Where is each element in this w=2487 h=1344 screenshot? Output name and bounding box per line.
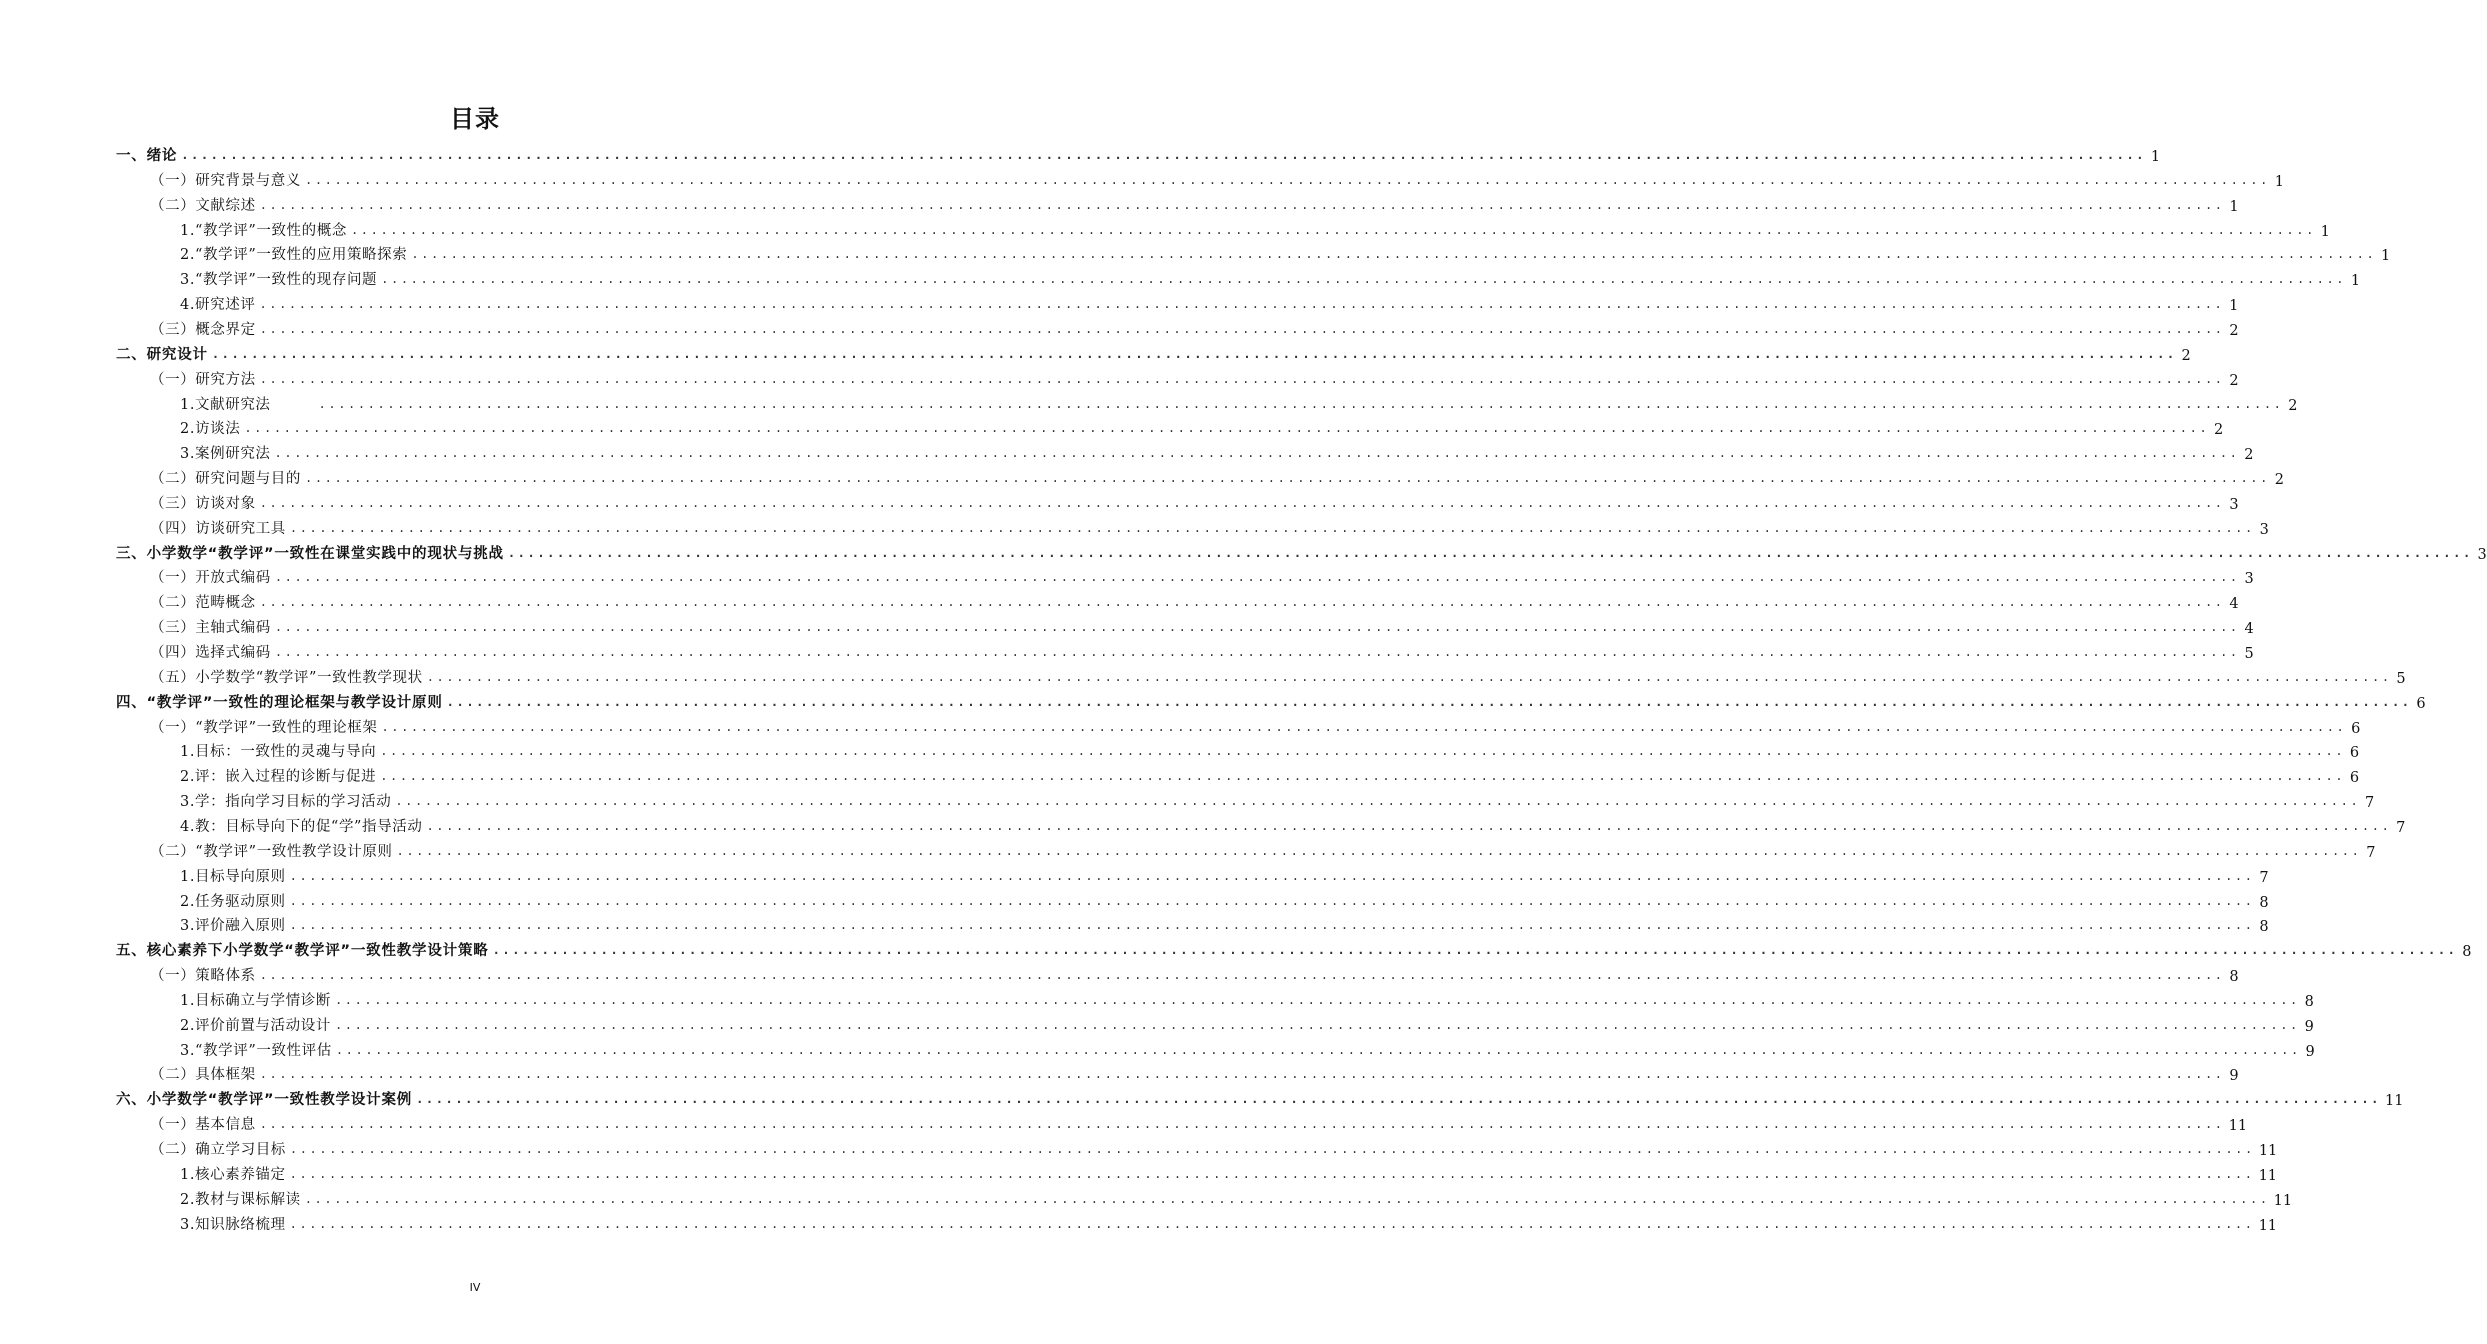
toc-entry-page-number: 1 xyxy=(2229,198,2239,215)
toc-entry[interactable] xyxy=(180,1035,2315,1060)
page-title: 目录 xyxy=(450,105,500,133)
toc-entry-page-number: 3 xyxy=(2229,496,2239,513)
toc-entry-label: 1.目标导向原则 xyxy=(180,868,286,885)
toc-entry[interactable] xyxy=(150,463,2284,489)
toc-entry[interactable] xyxy=(180,985,2314,1010)
toc-entry-label: （三）概念界定 xyxy=(150,321,256,338)
toc-dot-leader: ........................................................................................................................................................................................................ xyxy=(289,1216,2255,1231)
toc-entry[interactable] xyxy=(150,1134,2278,1159)
toc-entry[interactable] xyxy=(150,587,2239,613)
toc-dot-leader: ........................................................................................................................................................................................................ xyxy=(274,570,2240,585)
toc-entry-page-number: 2 xyxy=(2229,322,2239,339)
toc-dot-leader: ........................................................................................................................................................................................................ xyxy=(350,222,2316,237)
toc-entry-label: 二、研究设计 xyxy=(116,346,208,363)
toc-entry-label: 2.教材与课标解读 xyxy=(180,1191,301,1208)
toc-dot-leader: ........................................................................................................................................................................................................ xyxy=(289,918,2255,933)
toc-dot-leader: ........................................................................................................................................................................................................ xyxy=(507,545,2473,560)
toc-dot-leader: ........................................................................................................................................................................................................ xyxy=(334,992,2300,1007)
toc-entry-page-number: 6 xyxy=(2349,770,2360,787)
toc-entry-label: 一、绪论 xyxy=(116,148,178,164)
toc-entry-label: （二）具体框架 xyxy=(150,1067,256,1084)
toc-entry-label: 3.知识脉络梳理 xyxy=(180,1216,286,1233)
toc-dot-leader: ........................................................................................................................................................................................................ xyxy=(274,446,2240,461)
toc-entry-page-number: 2 xyxy=(2214,422,2224,439)
toc-entry-page-number: 1 xyxy=(2320,223,2330,240)
toc-dot-leader: ........................................................................................................................................................................................................ xyxy=(259,968,2225,983)
toc-entry[interactable] xyxy=(116,935,2472,961)
toc-entry[interactable] xyxy=(180,861,2269,886)
toc-entry-page-number: 8 xyxy=(2462,944,2472,961)
toc-entry-label: 六、小学数学“教学评”一致性教学设计案例 xyxy=(116,1092,413,1109)
toc-dot-leader: ........................................................................................................................................................................................................ xyxy=(259,371,2225,386)
toc-entry-label: （一）研究方法 xyxy=(150,371,256,388)
toc-dot-leader: ........................................................................................................................................................................................................ xyxy=(416,1092,2381,1107)
toc-entry[interactable] xyxy=(180,264,2361,290)
toc-entry-label: （二）研究问题与目的 xyxy=(150,471,301,488)
toc-entry[interactable] xyxy=(150,1109,2248,1135)
toc-dot-leader: ........................................................................................................................................................................................................ xyxy=(334,1017,2300,1032)
toc-dot-leader: ........................................................................................................................................................................................................ xyxy=(411,247,2377,262)
toc-entry-page-number: 8 xyxy=(2304,993,2314,1010)
toc-entry[interactable] xyxy=(180,1010,2314,1035)
toc-entry-page-number: 7 xyxy=(2259,869,2269,886)
toc-entry-page-number: 1 xyxy=(2381,248,2391,265)
toc-dot-leader: ........................................................................................................................................................................................................ xyxy=(380,744,2346,759)
toc-entry[interactable] xyxy=(150,314,2239,339)
toc-entry-page-number: 5 xyxy=(2396,670,2406,687)
toc-dot-leader: ........................................................................................................................................................................................................ xyxy=(259,595,2225,610)
toc-dot-leader: ........................................................................................................................................................................................................ xyxy=(259,495,2225,510)
toc-entry-page-number: 7 xyxy=(2366,844,2376,861)
toc-entry-page-number: 2 xyxy=(2181,347,2191,364)
toc-entry[interactable] xyxy=(180,389,2298,414)
toc-entry-page-number: 4 xyxy=(2244,621,2254,638)
toc-dot-leader: ........................................................................................................................................................................................................ xyxy=(181,148,2147,162)
toc-entry-label: 五、核心素养下小学数学“教学评”一致性教学设计策略 xyxy=(116,943,489,960)
toc-dot-leader: ........................................................................................................................................................................................................ xyxy=(335,1042,2301,1057)
toc-entry[interactable] xyxy=(116,687,2426,712)
toc-entry-page-number: 1 xyxy=(2229,298,2239,315)
toc-entry[interactable] xyxy=(180,239,2391,265)
toc-entry-page-number: 8 xyxy=(2259,894,2269,911)
toc-entry[interactable] xyxy=(116,538,2487,563)
toc-entry-label: 2.任务驱动原则 xyxy=(180,893,286,910)
toc-entry-label: 3.评价融入原则 xyxy=(180,918,286,935)
toc-dot-leader: ........................................................................................................................................................................................................ xyxy=(244,421,2210,436)
toc-entry[interactable] xyxy=(150,488,2239,513)
toc-entry-page-number: 11 xyxy=(2273,1192,2293,1209)
toc-entry-label: （一）策略体系 xyxy=(150,968,256,985)
toc-dot-leader: ........................................................................................................................................................................................................ xyxy=(381,272,2347,287)
toc-entry[interactable] xyxy=(180,438,2254,464)
toc-entry-label: 2.评价前置与活动设计 xyxy=(180,1017,331,1034)
toc-entry[interactable] xyxy=(180,1209,2278,1234)
toc-entry-label: （四）选择式编码 xyxy=(150,645,271,661)
toc-entry-page-number: 11 xyxy=(2258,1217,2278,1234)
toc-entry-label: （一）基本信息 xyxy=(150,1117,256,1134)
toc-entry-page-number: 6 xyxy=(2349,745,2360,762)
toc-entry[interactable] xyxy=(180,786,2375,812)
toc-entry[interactable] xyxy=(180,886,2269,911)
toc-entry-label: 1.核心素养锚定 xyxy=(180,1166,286,1183)
toc-entry-page-number: 8 xyxy=(2229,969,2239,986)
toc-entry[interactable] xyxy=(150,712,2361,737)
toc-entry-label: （五）小学数学“教学评”一致性教学现状 xyxy=(150,669,423,686)
toc-dot-leader: ........................................................................................................................................................................................................ xyxy=(396,843,2362,858)
toc-entry-page-number: 5 xyxy=(2244,646,2254,662)
toc-entry-label: （二）范畴概念 xyxy=(150,595,256,612)
toc-dot-leader: ........................................................................................................................................................................................................ xyxy=(380,769,2346,784)
toc-entry-page-number: 1 xyxy=(2274,173,2284,190)
toc-entry-page-number: 6 xyxy=(2351,720,2361,737)
toc-entry[interactable] xyxy=(150,513,2269,538)
toc-entry-label: 3.“教学评”一致性评估 xyxy=(180,1042,332,1059)
toc-dot-leader: ........................................................................................................................................................................................................ xyxy=(274,620,2240,635)
toc-entry-label: （一）“教学评”一致性的理论框架 xyxy=(150,719,378,736)
toc-dot-leader: ........................................................................................................................................................................................................ xyxy=(318,396,2284,411)
toc-entry[interactable] xyxy=(150,836,2376,861)
toc-dot-leader: ........................................................................................................................................................................................................ xyxy=(446,694,2412,709)
toc-entry[interactable] xyxy=(180,736,2360,762)
toc-entry[interactable] xyxy=(180,413,2224,439)
toc-dot-leader: ........................................................................................................................................................................................................ xyxy=(259,297,2225,312)
toc-entry-page-number: 8 xyxy=(2259,919,2269,936)
toc-entry[interactable] xyxy=(150,960,2239,986)
page-number-footer: IV xyxy=(469,1281,481,1294)
toc-entry[interactable] xyxy=(180,811,2406,836)
toc-entry-page-number: 2 xyxy=(2229,372,2239,389)
toc-dot-leader: ........................................................................................................................................................................................................ xyxy=(289,520,2255,535)
toc-dot-leader: ........................................................................................................................................................................................................ xyxy=(304,1191,2270,1206)
toc-dot-leader: ........................................................................................................................................................................................................ xyxy=(289,1142,2255,1156)
toc-entry[interactable] xyxy=(116,140,2161,165)
toc-dot-leader: ........................................................................................................................................................................................................ xyxy=(305,471,2270,486)
toc-entry[interactable] xyxy=(150,637,2254,662)
toc-entry-label: （一）开放式编码 xyxy=(150,570,271,587)
toc-entry-page-number: 7 xyxy=(2365,795,2375,812)
toc-entry-page-number: 2 xyxy=(2274,472,2284,489)
toc-entry-page-number: 9 xyxy=(2304,1018,2314,1035)
toc-entry-label: （二）“教学评”一致性教学设计原则 xyxy=(150,843,393,860)
toc-entry-page-number: 4 xyxy=(2229,596,2239,613)
toc-entry-page-number: 11 xyxy=(2228,1118,2248,1135)
toc-entry-label: 2.评：嵌入过程的诊断与促进 xyxy=(180,769,377,786)
toc-dot-leader: ........................................................................................................................................................................................................ xyxy=(395,794,2361,809)
toc-entry-page-number: 1 xyxy=(2150,149,2161,165)
toc-entry-label: （二）确立学习目标 xyxy=(150,1142,286,1158)
toc-entry[interactable] xyxy=(150,662,2406,687)
toc-entry-page-number: 9 xyxy=(2305,1043,2315,1060)
toc-entry-label: （三）访谈对象 xyxy=(150,495,256,512)
toc-entry-page-number: 11 xyxy=(2258,1167,2278,1184)
toc-entry[interactable] xyxy=(180,215,2330,240)
toc-dot-leader: ........................................................................................................................................................................................................ xyxy=(492,943,2458,958)
toc-entry[interactable] xyxy=(150,165,2284,190)
toc-dot-leader: ........................................................................................................................................................................................................ xyxy=(289,868,2255,883)
toc-dot-leader: ........................................................................................................................................................................................................ xyxy=(289,893,2255,908)
toc-dot-leader: ........................................................................................................................................................................................................ xyxy=(274,645,2240,659)
toc-entry-label: 2.“教学评”一致性的应用策略探索 xyxy=(180,247,408,264)
toc-dot-leader: ........................................................................................................................................................................................................ xyxy=(211,346,2177,361)
toc-entry-label: 3.“教学评”一致性的现存问题 xyxy=(180,272,378,289)
toc-entry[interactable] xyxy=(180,1184,2293,1209)
toc-entry[interactable] xyxy=(150,364,2239,389)
toc-entry-label: 1.目标确立与学情诊断 xyxy=(180,992,331,1009)
toc-entry-page-number: 11 xyxy=(2258,1143,2278,1159)
toc-entry-label: （一）研究背景与意义 xyxy=(150,172,301,189)
toc-entry-label: （四）访谈研究工具 xyxy=(150,520,286,537)
toc-entry-page-number: 2 xyxy=(2244,447,2254,464)
toc-entry-label: （二）文献综述 xyxy=(150,197,256,214)
toc-entry-page-number: 6 xyxy=(2416,695,2426,712)
toc-entry-label: 1.目标：一致性的灵魂与导向 xyxy=(180,744,377,761)
toc-entry-label: 三、小学数学“教学评”一致性在课堂实践中的现状与挑战 xyxy=(116,545,504,562)
toc-entry[interactable] xyxy=(150,612,2254,638)
toc-dot-leader: ........................................................................................................................................................................................................ xyxy=(289,1166,2255,1181)
toc-entry[interactable] xyxy=(180,910,2269,936)
toc-dot-leader: ........................................................................................................................................................................................................ xyxy=(259,197,2225,212)
toc-entry-page-number: 9 xyxy=(2229,1068,2239,1085)
toc-entry-label: 1.“教学评”一致性的概念 xyxy=(180,222,347,239)
toc-entry[interactable] xyxy=(150,562,2254,588)
toc-entry-page-number: 3 xyxy=(2477,546,2487,563)
toc-entry[interactable] xyxy=(150,1059,2239,1085)
toc-dot-leader: ........................................................................................................................................................................................................ xyxy=(305,172,2270,187)
toc-entry-label: 1.文献研究法 xyxy=(180,396,271,413)
toc-entry[interactable] xyxy=(116,1084,2404,1110)
toc-entry-page-number: 7 xyxy=(2396,819,2406,836)
toc-entry-page-number: 3 xyxy=(2244,571,2254,588)
toc-entry-page-number: 11 xyxy=(2384,1093,2404,1110)
toc-entry-page-number: 2 xyxy=(2288,397,2298,414)
toc-entry-label: 四、“教学评”一致性的理论框架与教学设计原则 xyxy=(116,694,443,711)
toc-dot-leader: ........................................................................................................................................................................................................ xyxy=(381,719,2347,734)
toc-entry[interactable] xyxy=(150,190,2239,215)
toc-entry-label: 3.案例研究法 xyxy=(180,446,271,463)
toc-entry[interactable] xyxy=(180,289,2239,315)
toc-dot-leader: ........................................................................................................................................................................................................ xyxy=(426,818,2392,833)
toc-entry-label: （三）主轴式编码 xyxy=(150,620,271,637)
toc-entry-label: 3.学：指向学习目标的学习活动 xyxy=(180,794,392,811)
toc-entry-label: 4.研究述评 xyxy=(180,297,256,314)
toc-dot-leader: ........................................................................................................................................................................................................ xyxy=(259,1067,2225,1082)
toc-entry[interactable] xyxy=(180,761,2360,787)
toc-entry-page-number: 1 xyxy=(2350,273,2361,290)
toc-entry-label: 2.访谈法 xyxy=(180,421,241,438)
toc-dot-leader: ........................................................................................................................................................................................................ xyxy=(259,321,2225,336)
toc-dot-leader: ........................................................................................................................................................................................................ xyxy=(426,669,2392,684)
toc-entry-page-number: 3 xyxy=(2259,521,2269,538)
toc-entry-label: 4.教：目标导向下的促“学”指导活动 xyxy=(180,818,423,835)
toc-dot-leader: ........................................................................................................................................................................................................ xyxy=(259,1117,2225,1132)
toc-entry[interactable] xyxy=(116,339,2191,364)
toc-entry[interactable] xyxy=(180,1159,2278,1184)
